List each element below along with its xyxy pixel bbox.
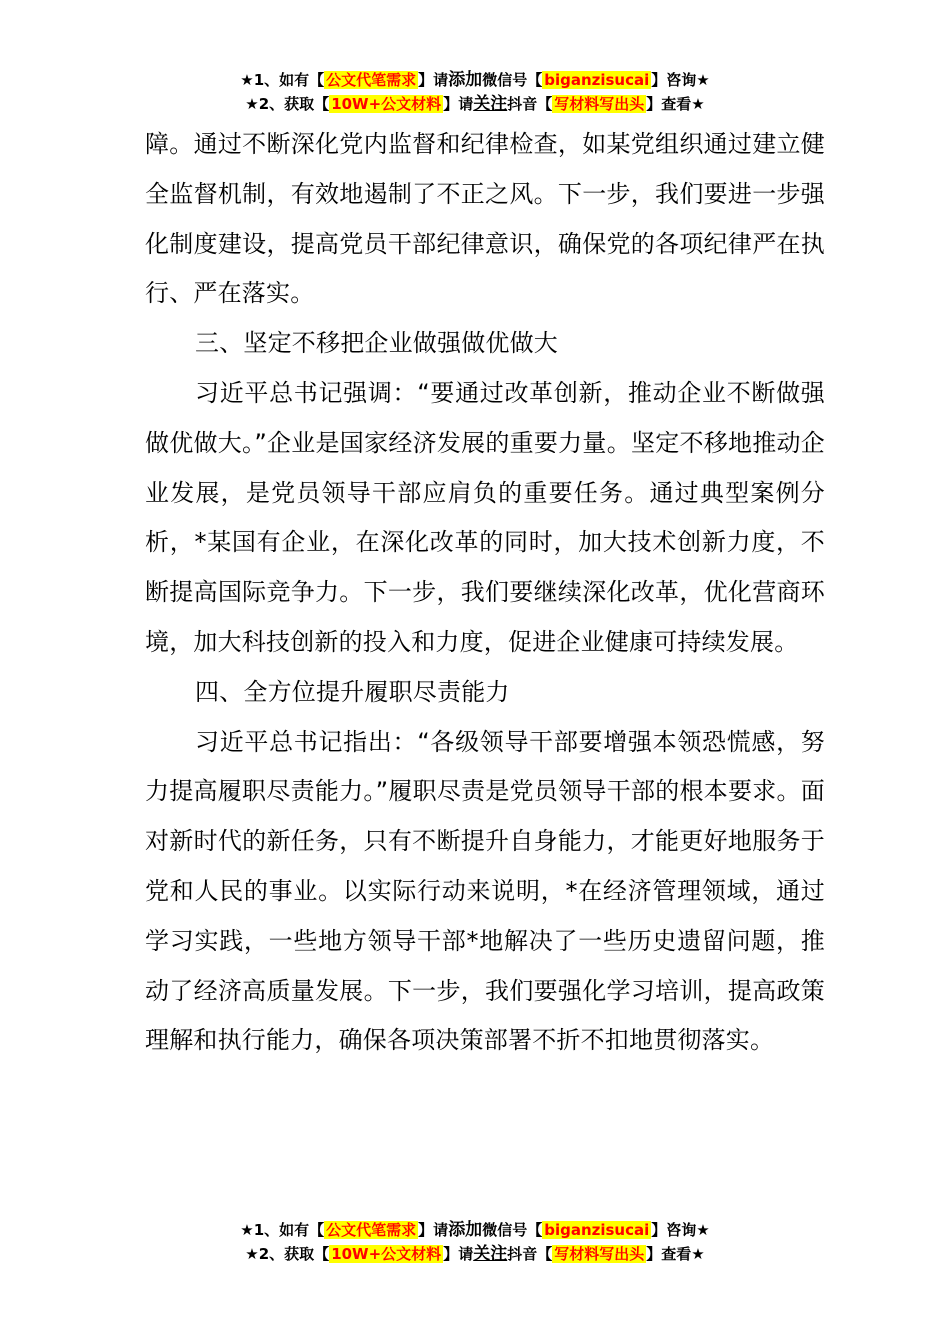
promo-text: ★2、获取【 [245, 95, 330, 113]
promo-highlight: 10W+公文材料 [331, 95, 442, 113]
promo-highlight: 公文代笔需求 [326, 1221, 417, 1239]
promo-text: 微信号【 [482, 1221, 543, 1239]
promo-emphasis: 关注 [473, 1244, 508, 1264]
promo-line-1 [0, 1218, 950, 1242]
paragraph-continuation: 障。通过不断深化党内监督和纪律检查，如某党组织通过建立健全监督机制，有效地遏制了不正之风。下一步，我们要进一步强化制度建设，提高党员干部纪律意识，确保党的各项纪律严在执行、严在落实。 [145, 130, 825, 308]
promo-text: 】请 [418, 1221, 449, 1239]
promo-line-2 [0, 92, 950, 116]
promo-text: 】请 [443, 95, 474, 113]
promo-text: 抖音【 [507, 95, 553, 113]
promo-wechat-id: biganzisucai [544, 1221, 650, 1239]
footer-promo-banner [0, 1218, 950, 1266]
section-heading-4: 四、全方位提升履职尽责能力 [195, 677, 510, 706]
promo-text: ★2、获取【 [245, 1245, 330, 1263]
promo-emphasis: 添加 [448, 70, 483, 90]
promo-text: 微信号【 [482, 71, 543, 89]
header-promo-banner [0, 68, 950, 116]
promo-highlight: 10W+公文材料 [331, 1245, 442, 1263]
paragraph: 习近平总书记强调：“要通过改革创新，推动企业不断做强做优做大。”企业是国家经济发展的重要力量。坚定不移地推动企业发展，是党员领导干部应肩负的重要任务。通过典型案例分析，*某国有企业，在深化改革的同时，加大技术创新力度，不断提高国际竞争力。下一步，我们要继续深化改革，优化营商环境，加大科技创新的投入和力度，促进企业健康可持续发展。 [145, 378, 825, 656]
promo-text: 抖音【 [507, 1245, 553, 1263]
section-heading-3: 三、坚定不移把企业做强做优做大 [195, 329, 558, 358]
promo-text: 】查看★ [646, 95, 705, 113]
promo-text: 】咨询★ [651, 71, 710, 89]
promo-emphasis: 关注 [473, 94, 508, 114]
promo-text: 】请 [443, 1245, 474, 1263]
promo-emphasis: 添加 [448, 1220, 483, 1240]
promo-line-1 [0, 68, 950, 92]
promo-text: 】查看★ [646, 1245, 705, 1263]
promo-text: ★1、如有【 [240, 1221, 325, 1239]
promo-douyin-id: 写材料写出头 [554, 1245, 645, 1263]
document-body [145, 120, 825, 1066]
promo-text: 】咨询★ [651, 1221, 710, 1239]
paragraph: 习近平总书记指出：“各级领导干部要增强本领恐慌感，努力提高履职尽责能力。”履职尽责是党员领导干部的根本要求。面对新时代的新任务，只有不断提升自身能力，才能更好地服务于党和人民的事业。以实际行动来说明，*在经济管理领域，通过学习实践，一些地方领导干部*地解决了一些历史遗留问题，推动了经济高质量发展。下一步，我们要强化学习培训，提高政策理解和执行能力，确保各项决策部署不折不扣地贯彻落实。 [145, 727, 825, 1055]
promo-text: ★1、如有【 [240, 71, 325, 89]
promo-text: 】请 [418, 71, 449, 89]
promo-highlight: 公文代笔需求 [326, 71, 417, 89]
promo-line-2 [0, 1242, 950, 1266]
promo-douyin-id: 写材料写出头 [554, 95, 645, 113]
promo-wechat-id: biganzisucai [544, 71, 650, 89]
